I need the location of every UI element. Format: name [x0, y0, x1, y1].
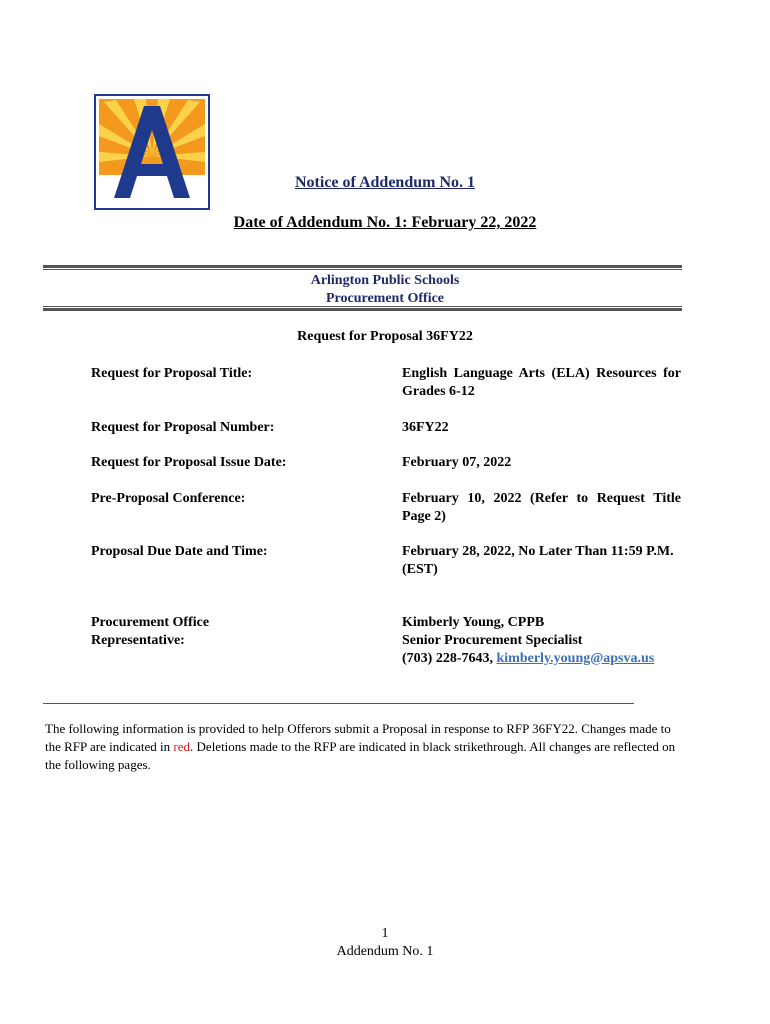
contact-title: Senior Procurement Specialist [402, 633, 583, 648]
footer-label: Addendum No. 1 [336, 944, 434, 959]
detail-label: Request for Proposal Issue Date: [91, 455, 287, 470]
contact-email-link[interactable]: kimberly.young@apsva.us [496, 651, 655, 666]
detail-value: English Language Arts (ELA) Resources for Grades 6-12 [402, 366, 681, 399]
intro-paragraph [45, 720, 681, 774]
addendum-date: Date of Addendum No. 1: February 22, 2022 [233, 214, 537, 231]
contact-block [402, 614, 681, 668]
detail-label: Pre-Proposal Conference: [91, 491, 246, 506]
due-date-line: February 28, 2022, No Later Than 11:59 P.M. [402, 544, 674, 559]
contact-line [402, 650, 681, 668]
contact-name: Kimberly Young, CPPB [402, 615, 545, 630]
page-number: 1 [381, 926, 389, 941]
intro-text: The following information is provided to help Offerors submit a Proposal in response to RFP 36FY22. Changes made to the RFP are indicated in [45, 721, 671, 754]
contact-phone: (703) 228-7643, [402, 651, 497, 666]
detail-value: February 07, 2022 [402, 455, 512, 470]
intro-red-word: red [173, 739, 191, 754]
detail-value: 36FY22 [402, 420, 449, 435]
detail-label-line: Procurement Office [91, 615, 210, 630]
due-timezone-line: (EST) [402, 562, 438, 577]
detail-value [402, 543, 681, 579]
notice-title: Notice of Addendum No. 1 [294, 174, 475, 191]
bottom-double-rule [43, 306, 682, 311]
intro-text-continued: . Deletions made to the RFP are indicated in black strikethrough. All changes are reflected on the following pages. [45, 739, 676, 772]
rfp-heading: Request for Proposal 36FY22 [297, 329, 473, 344]
top-double-rule [43, 265, 682, 270]
detail-label: Request for Proposal Number: [91, 420, 275, 435]
organization-block [0, 272, 770, 308]
separator-rule [43, 703, 634, 704]
detail-label [91, 614, 351, 650]
detail-label: Request for Proposal Title: [91, 366, 253, 381]
letter-a-sunburst-logo-icon [94, 94, 210, 210]
aps-logo [94, 94, 210, 210]
organization-name: Arlington Public Schools [310, 273, 460, 288]
detail-label-line: Representative: [91, 633, 185, 648]
organization-office: Procurement Office [325, 291, 445, 306]
page-footer [0, 925, 770, 961]
detail-value: February 10, 2022 (Refer to Request Title Page 2) [402, 491, 681, 524]
detail-label: Proposal Due Date and Time: [91, 544, 268, 559]
